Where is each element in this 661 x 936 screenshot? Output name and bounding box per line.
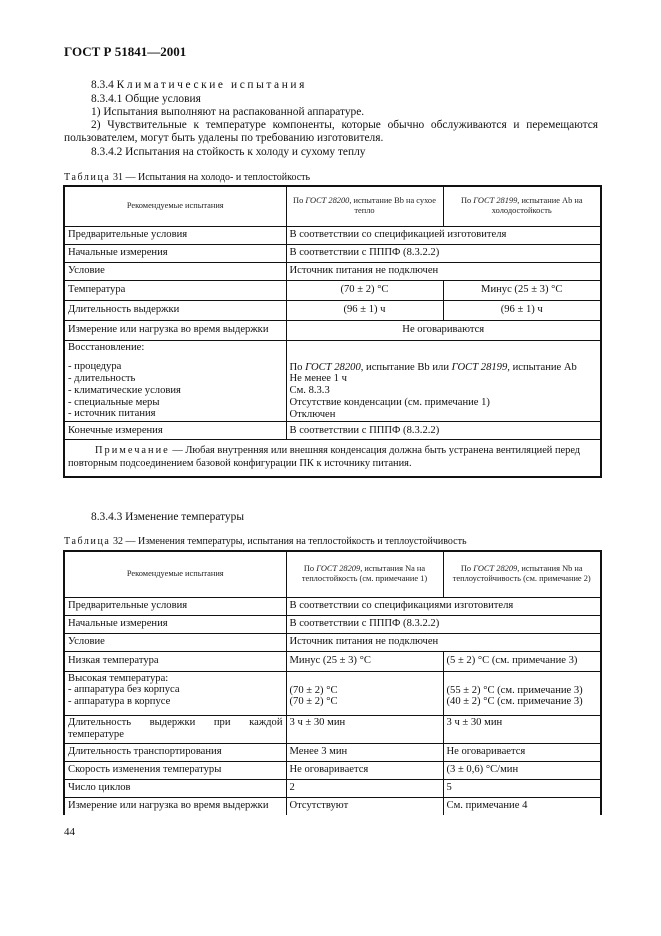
list-item: - аппаратура в корпусе xyxy=(68,696,171,708)
row-title: Высокая температура: xyxy=(68,672,169,684)
row-label: Число циклов xyxy=(64,779,286,797)
table-row xyxy=(64,671,601,715)
table-row xyxy=(64,743,601,761)
list-item: (70 ± 2) °С xyxy=(289,684,338,696)
row-title: Восстановление: xyxy=(68,341,145,353)
table-row xyxy=(64,715,601,743)
table-row xyxy=(64,761,601,779)
subsection-heading: 8.3.4.1 Общие условия xyxy=(91,93,201,105)
row-label: Длительность выдержки xyxy=(64,300,286,320)
column-header: По ГОСТ 28209, испытания Nb на теплоустойчивость (см. примечание 2) xyxy=(443,551,601,597)
cell: См. примечание 4 xyxy=(443,797,601,815)
cell: (3 ± 0,6) °С/мин xyxy=(443,761,601,779)
table-caption xyxy=(64,536,467,547)
table-caption xyxy=(64,172,310,183)
note-text: — Любая внутренняя или внешняя конденсация должна быть устранена вентиляцией перед повторным подсоединением базовой конфигурации ПК к источнику питания. xyxy=(68,445,581,470)
cell: В соответствии с ПППФ (8.3.2.2) xyxy=(286,615,601,633)
list-item: По ГОСТ 28200, испытание Bb или ГОСТ 28199, испытание Ab xyxy=(289,361,577,373)
row-label: Начальные измерения xyxy=(64,615,286,633)
table-32 xyxy=(63,550,602,815)
table-31 xyxy=(63,185,602,478)
row-label: Условие xyxy=(64,262,286,280)
list-item: - аппаратура без корпуса xyxy=(68,684,180,696)
table-row xyxy=(64,262,601,280)
cell: Менее 3 мин xyxy=(286,743,443,761)
caption-text: 31 — Испытания на холодо- и теплостойкость xyxy=(112,172,311,183)
table-row xyxy=(64,597,601,615)
table-note-row xyxy=(64,440,601,478)
cell: (96 ± 1) ч xyxy=(286,300,443,320)
cell: В соответствии со спецификацией изготовителя xyxy=(286,226,601,244)
row-label: Низкая температура xyxy=(64,651,286,671)
page-number: 44 xyxy=(64,826,75,838)
table-row xyxy=(64,244,601,262)
list-item: См. 8.3.3 xyxy=(289,385,330,397)
column-header: Рекомендуемые испытания xyxy=(64,186,286,226)
cell: 3 ч ± 30 мин xyxy=(286,715,443,743)
cell: (5 ± 2) °С (см. примечание 3) xyxy=(443,651,601,671)
cell xyxy=(286,340,601,422)
row-label: Конечные измерения xyxy=(64,422,286,440)
row-label: Длительность транспортирования xyxy=(64,743,286,761)
table-row xyxy=(64,779,601,797)
cell: Минус (25 ± 3) °С xyxy=(286,651,443,671)
row-label: Условие xyxy=(64,633,286,651)
row-label: Скорость изменения температуры xyxy=(64,761,286,779)
row-label: Длительность выдержки при каждой температуре xyxy=(64,715,286,743)
cell: Не оговаривается xyxy=(286,761,443,779)
list-item: Не менее 1 ч xyxy=(289,373,347,385)
table-row xyxy=(64,615,601,633)
note-word: Примечание xyxy=(95,445,170,457)
column-header: По ГОСТ 28200, испытание Bb на сухое тепло xyxy=(286,186,443,226)
column-header: По ГОСТ 28199, испытание Ab на холодостойкость xyxy=(443,186,601,226)
table-row xyxy=(64,797,601,815)
section-title: Климатические испытания xyxy=(116,79,307,91)
table-row xyxy=(64,651,601,671)
section-heading xyxy=(64,79,598,92)
column-header: По ГОСТ 28209, испытания Na на теплостойкость (см. примечание 1) xyxy=(286,551,443,597)
table-header-row xyxy=(64,551,601,597)
cell: Минус (25 ± 3) °С xyxy=(443,280,601,300)
list-item: (40 ± 2) °С (см. примечание 3) xyxy=(446,696,583,708)
table-header-row xyxy=(64,186,601,226)
section-number: 8.3.4 xyxy=(91,79,114,91)
table-row xyxy=(64,280,601,300)
cell: Источник питания не подключен xyxy=(286,633,601,651)
cell: 2 xyxy=(286,779,443,797)
cell xyxy=(443,671,601,715)
cell: Не оговаривается xyxy=(443,743,601,761)
row-label: Измерение или нагрузка во время выдержки xyxy=(64,797,286,815)
list-item: (55 ± 2) °С (см. примечание 3) xyxy=(446,684,583,696)
list-item: - специальные меры xyxy=(68,396,160,408)
table-row xyxy=(64,226,601,244)
cell: Отсутствуют xyxy=(286,797,443,815)
table-row xyxy=(64,633,601,651)
row-label xyxy=(64,671,286,715)
list-item: - климатические условия xyxy=(68,384,181,396)
list-item: - процедура xyxy=(68,361,122,373)
row-label: Предварительные условия xyxy=(64,226,286,244)
document-header: ГОСТ Р 51841—2001 xyxy=(64,44,187,59)
list-item: - длительность xyxy=(68,373,136,385)
table-row xyxy=(64,422,601,440)
cell: Источник питания не подключен xyxy=(286,262,601,280)
row-label: Измерение или нагрузка во время выдержки xyxy=(64,320,286,340)
paragraph: 1) Испытания выполняют на распакованной аппаратуре. xyxy=(91,106,365,118)
cell: 3 ч ± 30 мин xyxy=(443,715,601,743)
cell xyxy=(286,671,443,715)
column-header: Рекомендуемые испытания xyxy=(64,551,286,597)
row-label: Предварительные условия xyxy=(64,597,286,615)
table-row xyxy=(64,340,601,422)
row-label: Начальные измерения xyxy=(64,244,286,262)
cell: В соответствии с ПППФ (8.3.2.2) xyxy=(286,422,601,440)
cell: В соответствии со спецификациями изготовителя xyxy=(286,597,601,615)
cell: (96 ± 1) ч xyxy=(443,300,601,320)
cell: Не оговариваются xyxy=(286,320,601,340)
subsection-heading: 8.3.4.2 Испытания на стойкость к холоду и сухому теплу xyxy=(91,146,366,158)
table-row xyxy=(64,320,601,340)
cell: (70 ± 2) °С xyxy=(286,280,443,300)
list-item: Отсутствие конденсации (см. примечание 1) xyxy=(289,396,490,408)
list-item: (70 ± 2) °С xyxy=(289,696,338,708)
row-label: Температура xyxy=(64,280,286,300)
caption-word: Таблица xyxy=(64,172,111,183)
row-label xyxy=(64,340,286,422)
subsection-heading: 8.3.4.3 Изменение температуры xyxy=(91,511,244,523)
caption-word: Таблица xyxy=(64,536,111,547)
list-item: Отключен xyxy=(289,408,336,420)
list-item: - источник питания xyxy=(68,408,156,420)
table-note xyxy=(64,440,601,478)
table-row xyxy=(64,300,601,320)
caption-text: 32 — Изменения температуры, испытания на теплостойкость и теплоустойчивость xyxy=(112,536,467,547)
cell: 5 xyxy=(443,779,601,797)
paragraph: 2) Чувствительные к температуре компоненты, которые обычно обслуживаются и перемещаются пользователем, могут быть удалены по требованию изготовителя. xyxy=(64,119,598,145)
cell: В соответствии с ПППФ (8.3.2.2) xyxy=(286,244,601,262)
